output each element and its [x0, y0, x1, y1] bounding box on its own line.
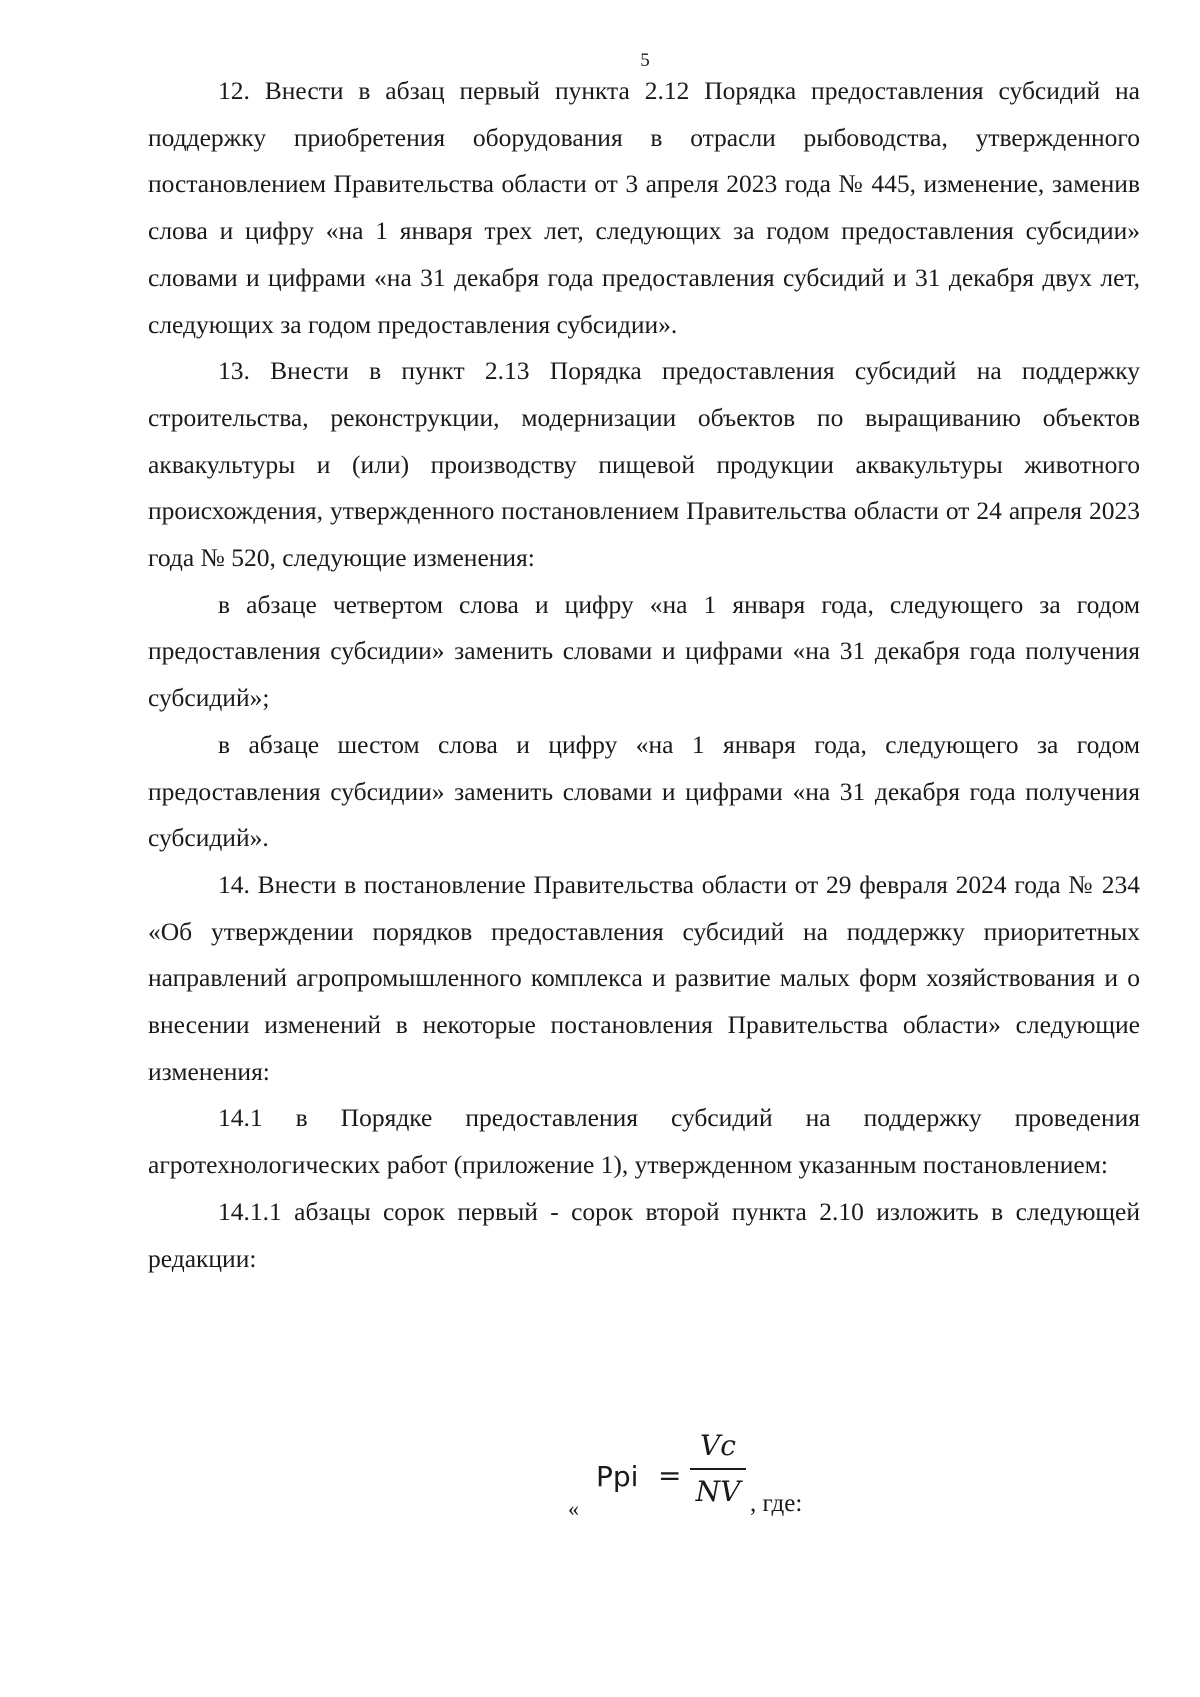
paragraph-13-abzac-6: в абзаце шестом слова и цифру «на 1 января года, следующего за годом предоставления субсидии» заменить словами и цифрами «на 31 декабря года получения субсидий». — [148, 729, 1140, 853]
paragraph-14-1: 14.1 в Порядке предоставления субсидий на поддержку проведения агротехнологических работ (приложение 1), утвержденном указанным постановлением: — [148, 1103, 1140, 1180]
paragraph-12: 12. Внести в абзац первый пункта 2.12 Порядка предоставления субсидий на поддержку приобретения оборудования в отрасли рыбоводства, утвержденного постановлением Правительства области от 3 апреля 2023 года № 445, изменение, заменив слова и цифру «на 1 января трех лет, следующих за годом предоставления субсидии» словами и цифрами «на 31 декабря года предоставления субсидий и 31 декабря двух лет, следующих за годом предоставления субсидии». — [148, 76, 1140, 339]
paragraph-13-abzac-4: в абзаце четвертом слова и цифру «на 1 января года, следующего за годом предоставления субсидии» заменить словами и цифрами «на 31 декабря года получения субсидий»; — [148, 589, 1140, 713]
formula — [560, 1426, 860, 1536]
paragraph-14: 14. Внести в постановление Правительства области от 29 февраля 2024 года № 234 «Об утверждении порядков предоставления субсидий на поддержку приоритетных направлений агропромышленного комплекса и развитие малых форм хозяйствования и о внесении изменений в некоторые постановления Правительства области» следующие изменения: — [148, 869, 1140, 1086]
paragraph-14-1-1: 14.1.1 абзацы сорок первый - сорок второй пункта 2.10 изложить в следующей редакции: — [148, 1196, 1140, 1273]
body-text — [148, 68, 1140, 1282]
formula-denominator: NV — [695, 1475, 741, 1508]
formula-numerator: Vc — [700, 1429, 736, 1462]
formula-suffix: , где: — [750, 1490, 803, 1517]
page-number: 5 — [640, 50, 650, 71]
formula-open-quote: « — [568, 1496, 579, 1521]
formula-fraction — [688, 1426, 748, 1512]
fraction-bar — [690, 1468, 746, 1470]
formula-lhs: Ppi — [596, 1460, 639, 1493]
formula-equals: = — [658, 1459, 682, 1492]
paragraph-13: 13. Внести в пункт 2.13 Порядка предоставления субсидий на поддержку строительства, реконструкции, модернизации объектов по выращиванию объектов аквакультуры и (или) производству пищевой продукции аквакультуры животного происхождения, утвержденного постановлением Правительства области от 24 апреля 2023 года № 520, следующие изменения: — [148, 356, 1140, 573]
